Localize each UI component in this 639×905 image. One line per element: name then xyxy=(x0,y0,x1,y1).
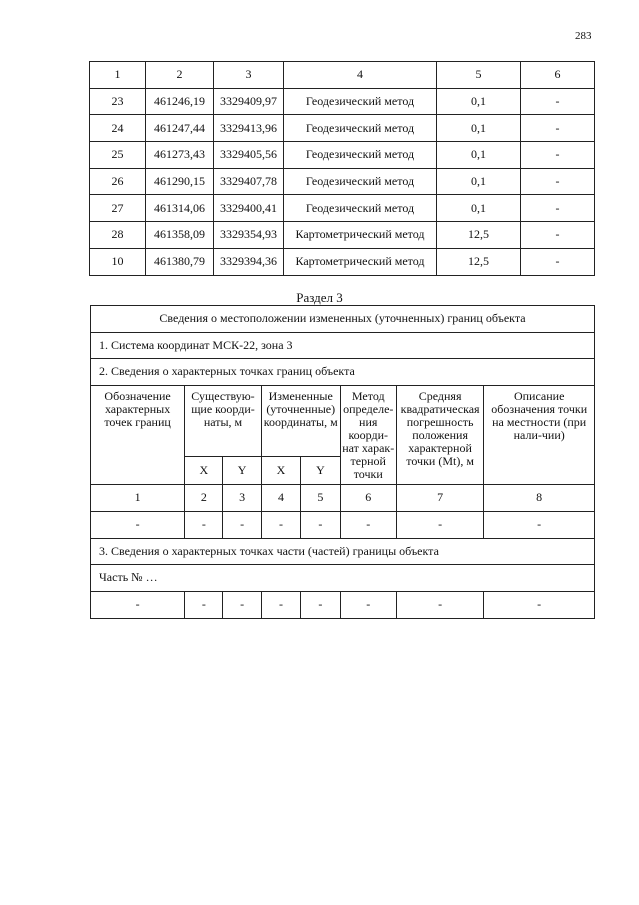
header-cell: 2 xyxy=(146,62,214,89)
designation-header: Обозначение характерных точек границ xyxy=(91,385,185,484)
table-cell: - xyxy=(521,195,595,222)
column-number-cell: 5 xyxy=(301,484,340,511)
points-heading-row xyxy=(91,359,595,386)
page-number: 283 xyxy=(575,30,592,42)
empty-cell: - xyxy=(261,511,300,538)
empty-cell: - xyxy=(261,591,300,618)
empty-cell: - xyxy=(484,511,595,538)
y-header: Y xyxy=(301,456,340,484)
section-title: Раздел 3 xyxy=(296,290,343,305)
column-number-cell: 3 xyxy=(223,484,261,511)
existing-coords-header: Существую-щие коорди-наты, м xyxy=(185,385,262,456)
empty-cell: - xyxy=(340,511,396,538)
header-cell: 4 xyxy=(284,62,437,89)
table-cell: 27 xyxy=(90,195,146,222)
empty-data-row xyxy=(91,511,595,538)
column-number-cell: 7 xyxy=(396,484,484,511)
table-cell: 24 xyxy=(90,115,146,142)
column-number-cell: 2 xyxy=(185,484,223,511)
header-cell: 1 xyxy=(90,62,146,89)
empty-cell: - xyxy=(91,591,185,618)
table-cell: Геодезический метод xyxy=(284,168,437,195)
boundary-info-table xyxy=(90,305,595,619)
table-cell: 461290,15 xyxy=(146,168,214,195)
table-title-row xyxy=(91,306,595,333)
table-cell: 3329354,93 xyxy=(214,222,284,249)
part-empty-row xyxy=(91,591,595,618)
table-cell: 25 xyxy=(90,142,146,169)
table-cell: Геодезический метод xyxy=(284,115,437,142)
table-header-row xyxy=(90,62,595,89)
table-cell: 0,1 xyxy=(437,168,521,195)
column-number-cell: 6 xyxy=(340,484,396,511)
column-number-row xyxy=(91,484,595,511)
empty-cell: - xyxy=(223,591,261,618)
table-cell: 3329407,78 xyxy=(214,168,284,195)
table-cell: 0,1 xyxy=(437,88,521,115)
coord-system-row xyxy=(91,332,595,359)
table-cell: 23 xyxy=(90,88,146,115)
table-cell: - xyxy=(521,115,595,142)
table-title: Сведения о местоположении измененных (уточненных) границ объекта xyxy=(91,306,595,333)
coordinates-table xyxy=(89,61,595,276)
method-header: Метод определе-ния коорди-нат харак-терной точки xyxy=(340,385,396,484)
table-cell: 0,1 xyxy=(437,142,521,169)
table-cell: 0,1 xyxy=(437,195,521,222)
table-cell: 28 xyxy=(90,222,146,249)
table-row xyxy=(90,248,595,275)
table-cell: 461246,19 xyxy=(146,88,214,115)
table-cell: 12,5 xyxy=(437,222,521,249)
column-number-cell: 8 xyxy=(484,484,595,511)
table-cell: - xyxy=(521,168,595,195)
table-cell: Геодезический метод xyxy=(284,142,437,169)
table-cell: Картометрический метод xyxy=(284,222,437,249)
table-cell: - xyxy=(521,222,595,249)
empty-cell: - xyxy=(396,511,484,538)
column-number-cell: 4 xyxy=(261,484,300,511)
empty-cell: - xyxy=(340,591,396,618)
part-label: Часть № … xyxy=(91,565,595,592)
table-row xyxy=(90,168,595,195)
table-cell: 3329409,97 xyxy=(214,88,284,115)
table-row xyxy=(90,142,595,169)
table-cell: 10 xyxy=(90,248,146,275)
empty-cell: - xyxy=(185,511,223,538)
table-cell: 461273,43 xyxy=(146,142,214,169)
table-row xyxy=(90,115,595,142)
table-cell: 461314,06 xyxy=(146,195,214,222)
table-cell: Геодезический метод xyxy=(284,88,437,115)
empty-cell: - xyxy=(484,591,595,618)
table-cell: - xyxy=(521,248,595,275)
table-cell: 0,1 xyxy=(437,115,521,142)
table-cell: 461247,44 xyxy=(146,115,214,142)
part-label-row xyxy=(91,565,595,592)
empty-cell: - xyxy=(301,591,340,618)
coord-system: 1. Система координат МСК-22, зона 3 xyxy=(91,332,595,359)
table-row xyxy=(90,88,595,115)
x-header: X xyxy=(261,456,300,484)
column-header-row xyxy=(91,385,595,456)
changed-coords-header: Измененные (уточненные) координаты, м xyxy=(261,385,340,456)
points-heading: 2. Сведения о характерных точках границ объекта xyxy=(91,359,595,386)
table-cell: - xyxy=(521,142,595,169)
table-row xyxy=(90,195,595,222)
empty-cell: - xyxy=(301,511,340,538)
table-cell: - xyxy=(521,88,595,115)
rms-header: Средняя квадратическая погрешность положения характерной точки (Mt), м xyxy=(396,385,484,484)
empty-cell: - xyxy=(396,591,484,618)
header-cell: 3 xyxy=(214,62,284,89)
table-cell: 461358,09 xyxy=(146,222,214,249)
table-cell: 3329413,96 xyxy=(214,115,284,142)
table-cell: Картометрический метод xyxy=(284,248,437,275)
y-header: Y xyxy=(223,456,261,484)
table-row xyxy=(90,222,595,249)
part-heading-row xyxy=(91,538,595,565)
empty-cell: - xyxy=(223,511,261,538)
table-cell: 12,5 xyxy=(437,248,521,275)
part-heading: 3. Сведения о характерных точках части (частей) границы объекта xyxy=(91,538,595,565)
empty-cell: - xyxy=(91,511,185,538)
table-cell: 3329400,41 xyxy=(214,195,284,222)
table-cell: 3329394,36 xyxy=(214,248,284,275)
header-cell: 6 xyxy=(521,62,595,89)
table-cell: Геодезический метод xyxy=(284,195,437,222)
description-header: Описание обозначения точки на местности (при нали-чии) xyxy=(484,385,595,484)
table-cell: 3329405,56 xyxy=(214,142,284,169)
x-header: X xyxy=(185,456,223,484)
table-cell: 461380,79 xyxy=(146,248,214,275)
header-cell: 5 xyxy=(437,62,521,89)
table-cell: 26 xyxy=(90,168,146,195)
column-number-cell: 1 xyxy=(91,484,185,511)
empty-cell: - xyxy=(185,591,223,618)
